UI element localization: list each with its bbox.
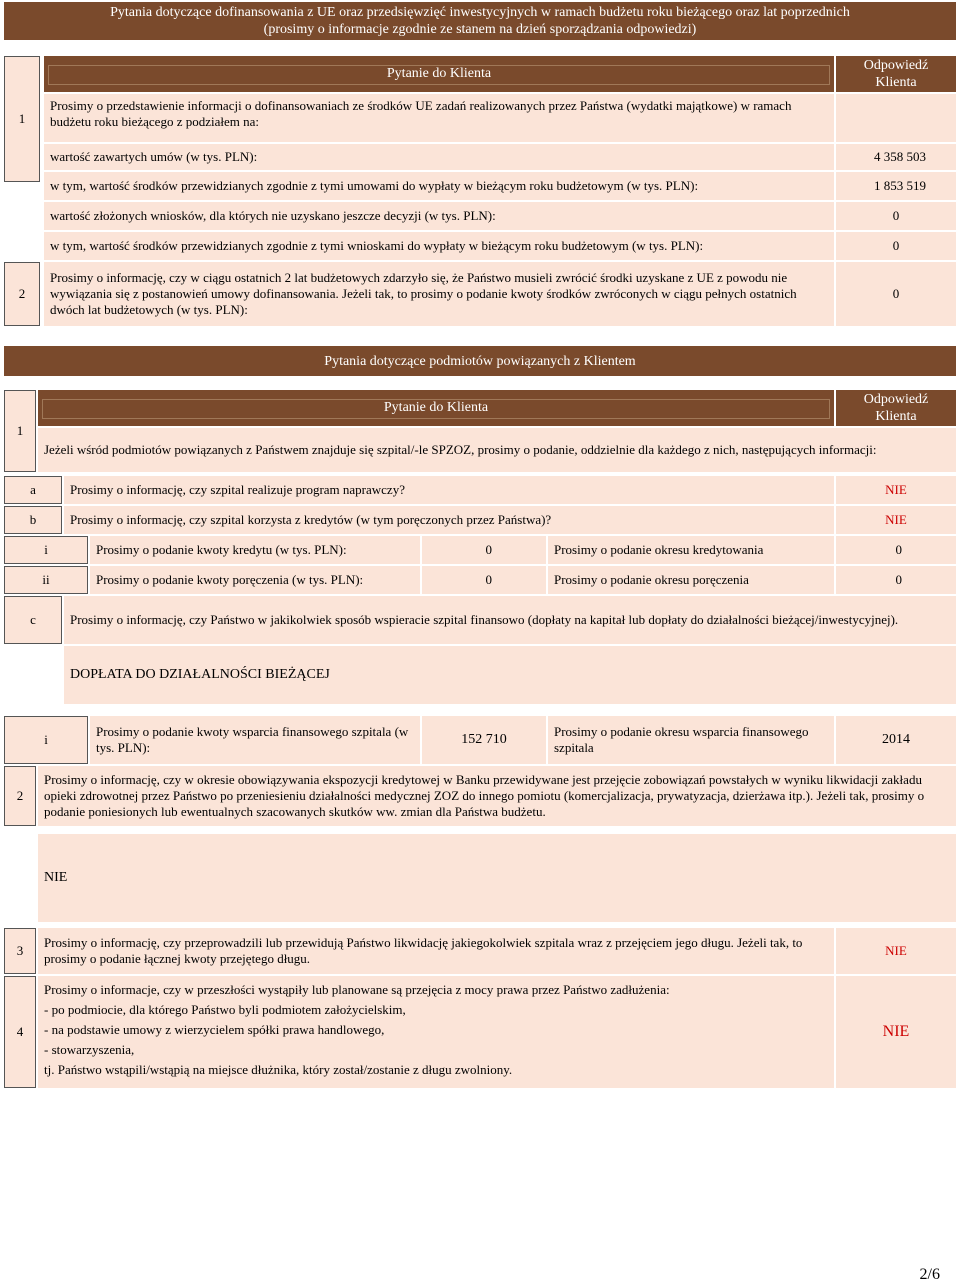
s2-col-question: Pytanie do Klienta [383, 400, 489, 415]
s1-q1-answer-blank [836, 94, 956, 142]
s1-q1-text: Prosimy o przedstawienie informacji o dofinansowaniach ze środków UE zadań realizowanych przez Państwa (wydatki majątkowe) w ramach budżetu roku bieżącego z podziałem na: [44, 94, 834, 142]
s2-q3-text: Prosimy o informację, czy przeprowadzili lub przewidują Państwo likwidację jakiegokolwiek szpitala wraz z przejęciem jego długu. Jeżeli tak, to prosimy o podanie łącznej kwoty przejętego długu. [38, 928, 834, 974]
s2-q4-line: - na podstawie umowy z wierzycielem spółki prawa handlowego, [44, 1022, 385, 1037]
s1-q2-text: Prosimy o informację, czy w ciągu ostatnich 2 lat budżetowych zdarzyło się, że Państwo musieli zwrócić środki uzyskane z UE z powodu nie wywiązania się z postanowień umowy dofinansowania. Jeżeli tak, to prosimy o podanie kwoty środków zwróconych w ciągu pełnych ostatnich dwóch lat budżetowych (w tys. PLN): [44, 262, 834, 326]
s2-q3-value: NIE [836, 928, 956, 974]
section2-header [4, 346, 956, 376]
s2-header-bar [38, 390, 834, 426]
s2-bii-number: ii [4, 566, 88, 594]
s2-q4-text [38, 976, 834, 1088]
s1-col-answer: Odpowiedź Klienta [836, 56, 956, 92]
section2-title: Pytania dotyczące podmiotów powiązanych z Klientem [324, 353, 636, 369]
page-number: 2/6 [919, 1266, 940, 1283]
s2-q1-text: Jeżeli wśród podmiotów powiązanych z Państwem znajduje się szpital/-le SPZOZ, prosimy o podanie, oddzielnie dla każdego z nich, następujących informacji: [38, 428, 956, 472]
s1-col-question: Pytanie do Klienta [386, 66, 492, 81]
s2-ci-value2: 2014 [836, 716, 956, 764]
s2-bi-label1: Prosimy o podanie kwoty kredytu (w tys. PLN): [90, 536, 420, 564]
s1-row-label: w tym, wartość środków przewidzianych zgodnie z tymi umowami do wypłaty w bieżącym roku budżetowym (w tys. PLN): [44, 172, 834, 200]
s1-row-label: wartość złożonych wniosków, dla których nie uzyskano jeszcze decyzji (w tys. PLN): [44, 202, 834, 230]
s2-col-answer: Odpowiedź Klienta [836, 390, 956, 426]
s2-bii-value2: 0 [836, 566, 956, 594]
s1-row-value: 4 358 503 [836, 144, 956, 170]
s2-c-text: Prosimy o informację, czy Państwo w jakikolwiek sposób wspieracie szpital finansowo (dopłaty na kapitał lub dopłaty do działalności bieżącej/inwestycyjnej). [64, 596, 956, 644]
s1-row-value: 1 853 519 [836, 172, 956, 200]
s2-bi-number: i [4, 536, 88, 564]
s2-q2-answer: NIE [38, 834, 956, 922]
s2-ci-label1: Prosimy o podanie kwoty wsparcia finansowego szpitala (w tys. PLN): [90, 716, 420, 764]
s2-a-letter: a [4, 476, 62, 504]
s2-b-letter: b [4, 506, 62, 534]
s2-bi-label2: Prosimy o podanie okresu kredytowania [548, 536, 834, 564]
s1-q2-number: 2 [4, 262, 40, 326]
s2-c-answer: DOPŁATA DO DZIAŁALNOŚCI BIEŻĄCEJ [64, 646, 956, 704]
s1-row-value: 0 [836, 202, 956, 230]
s2-bii-label2: Prosimy o podanie okresu poręczenia [548, 566, 834, 594]
s1-q2-value: 0 [836, 262, 956, 326]
s2-q4-line: Prosimy o informacje, czy w przeszłości wystąpiły lub planowane są przejęcia z mocy prawa przez Państwo zadłużenia: [44, 982, 670, 997]
s1-row-value: 0 [836, 232, 956, 260]
s2-a-value: NIE [836, 476, 956, 504]
s1-q1-number: 1 [4, 56, 40, 182]
s2-q2-number: 2 [4, 766, 36, 826]
s1-row-label: wartość zawartych umów (w tys. PLN): [44, 144, 834, 170]
s2-q1-number: 1 [4, 390, 36, 472]
s2-q4-number: 4 [4, 976, 36, 1088]
section1-title-line1: Pytania dotyczące dofinansowania z UE oraz przedsięwzięć inwestycyjnych w ramach budżetu roku bieżącego oraz lat poprzednich [110, 5, 850, 20]
s2-b-text: Prosimy o informację, czy szpital korzysta z kredytów (w tym poręczonych przez Państwa)? [64, 506, 834, 534]
s2-q4-line: - po podmiocie, dla którego Państwo byli podmiotem założycielskim, [44, 1002, 406, 1017]
s2-bi-value2: 0 [836, 536, 956, 564]
s2-bii-value1: 0 [422, 566, 546, 594]
s2-ci-label2: Prosimy o podanie okresu wsparcia finansowego szpitala [548, 716, 834, 764]
s2-ci-number: i [4, 716, 88, 764]
s2-bii-label1: Prosimy o podanie kwoty poręczenia (w tys. PLN): [90, 566, 420, 594]
s2-q4-value: NIE [836, 976, 956, 1088]
s2-bi-value1: 0 [422, 536, 546, 564]
s2-c-letter: c [4, 596, 62, 644]
s2-q4-line: tj. Państwo wstąpili/wstąpią na miejsce dłużnika, który został/zostanie z długu zwolniony. [44, 1062, 513, 1077]
s2-b-value: NIE [836, 506, 956, 534]
section1-header [4, 2, 956, 40]
s2-q3-number: 3 [4, 928, 36, 974]
s1-header-bar [44, 56, 834, 92]
s1-row-label: w tym, wartość środków przewidzianych zgodnie z tymi wnioskami do wypłaty w bieżącym roku budżetowym (w tys. PLN): [44, 232, 834, 260]
s2-q4-line: - stowarzyszenia, [44, 1042, 135, 1057]
s2-ci-value1: 152 710 [422, 716, 546, 764]
s2-a-text: Prosimy o informację, czy szpital realizuje program naprawczy? [64, 476, 834, 504]
section1-title-line2: (prosimy o informacje zgodnie ze stanem na dzień sporządzania odpowiedzi) [263, 22, 697, 37]
s2-q2-text: Prosimy o informację, czy w okresie obowiązywania ekspozycji kredytowej w Banku przewidywane jest przejęcie zobowiązań powstałych w wyniku likwidacji zakładu opieki zdrowotnej przez Państwo po przeniesieniu działalności medycznej ZOZ do innego pomiotu (komercjalizacja, prywatyzacja, dzierżawa itp.). Jeżeli tak, prosimy o podanie poniesionych lub ewentualnych szacowanych skutków ww. zmian dla Państwa budżetu. [38, 766, 956, 826]
